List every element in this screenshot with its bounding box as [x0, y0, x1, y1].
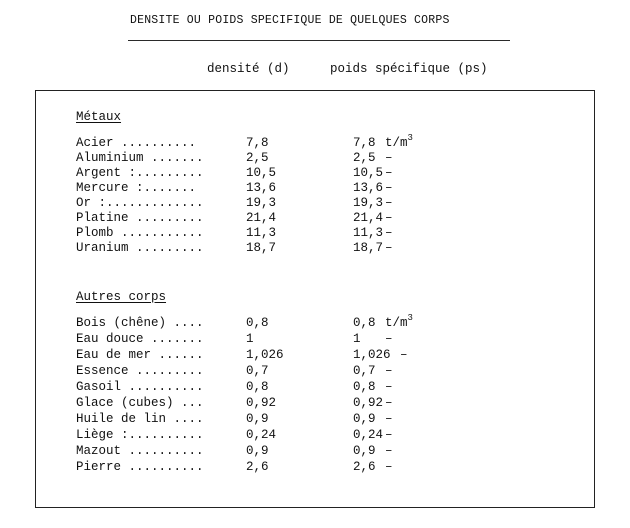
page-title: DENSITE OU POIDS SPECIFIQUE DE QUELQUES CORPS — [130, 14, 450, 27]
specific-weight-value: 0,8 — [353, 380, 376, 394]
density-value: 11,3 — [246, 226, 277, 240]
unit-label: – — [385, 166, 393, 180]
unit-label: – — [385, 181, 393, 195]
density-value: 2,6 — [246, 460, 269, 474]
density-value: 1,026 — [246, 348, 284, 362]
substance-name: Mazout .......... — [76, 444, 204, 458]
specific-weight-value: 10,5 — [353, 166, 384, 180]
specific-weight-value: 11,3 — [353, 226, 384, 240]
unit-label: – — [385, 196, 393, 210]
unit-label: – — [400, 348, 408, 362]
specific-weight-value: 13,6 — [353, 181, 384, 195]
unit-label: $t/m^3$ — [385, 313, 413, 330]
specific-weight-value: 0,92 — [353, 396, 384, 410]
density-value: 0,9 — [246, 444, 269, 458]
substance-name: Liège :.......... — [76, 428, 204, 442]
specific-weight-value: 0,9 — [353, 412, 376, 426]
density-value: 10,5 — [246, 166, 277, 180]
density-column-header: densité (d) — [207, 62, 290, 76]
substance-name: Pierre .......... — [76, 460, 204, 474]
unit-label: – — [385, 226, 393, 240]
specific-weight-value: 0,8 — [353, 316, 376, 330]
substance-name: Uranium ......... — [76, 241, 204, 255]
density-value: 2,5 — [246, 151, 269, 165]
specific-weight-column-header: poids spécifique (ps) — [330, 62, 488, 76]
title-underline — [128, 40, 510, 41]
density-value: 13,6 — [246, 181, 277, 195]
density-value: 0,8 — [246, 316, 269, 330]
specific-weight-value: 2,5 — [353, 151, 376, 165]
substance-name: Mercure :....... — [76, 181, 197, 195]
substance-name: Plomb ........... — [76, 226, 204, 240]
substance-name: Gasoil .......... — [76, 380, 204, 394]
unit-label: – — [385, 428, 393, 442]
density-value: 18,7 — [246, 241, 277, 255]
specific-weight-value: 1,026 — [353, 348, 391, 362]
specific-weight-value: 0,7 — [353, 364, 376, 378]
specific-weight-value: 18,7 — [353, 241, 384, 255]
density-value: 0,92 — [246, 396, 277, 410]
section-title-autres-corps: Autres corps — [76, 290, 167, 304]
unit-label: – — [385, 211, 393, 225]
specific-weight-value: 0,9 — [353, 444, 376, 458]
unit-label: – — [385, 412, 393, 426]
unit-label: – — [385, 460, 393, 474]
density-value: 0,24 — [246, 428, 277, 442]
substance-name: Or :............. — [76, 196, 204, 210]
density-value: 21,4 — [246, 211, 277, 225]
density-value: 7,8 — [246, 136, 269, 150]
unit-label: – — [385, 444, 393, 458]
specific-weight-value: 7,8 — [353, 136, 376, 150]
unit-label: $t/m^3$ — [385, 133, 413, 150]
specific-weight-value: 1 — [353, 332, 361, 346]
unit-label: – — [385, 364, 393, 378]
density-value: 19,3 — [246, 196, 277, 210]
substance-name: Platine ......... — [76, 211, 204, 225]
unit-label: – — [385, 396, 393, 410]
unit-label: – — [385, 332, 393, 346]
substance-name: Glace (cubes) ... — [76, 396, 204, 410]
substance-name: Eau de mer ...... — [76, 348, 204, 362]
specific-weight-value: 2,6 — [353, 460, 376, 474]
unit-exponent: 3 — [407, 133, 413, 143]
specific-weight-value: 21,4 — [353, 211, 384, 225]
unit-label: – — [385, 151, 393, 165]
substance-name: Acier .......... — [76, 136, 197, 150]
substance-name: Huile de lin .... — [76, 412, 204, 426]
substance-name: Eau douce ....... — [76, 332, 204, 346]
density-value: 1 — [246, 332, 254, 346]
substance-name: Aluminium ....... — [76, 151, 204, 165]
substance-name: Essence ......... — [76, 364, 204, 378]
specific-weight-value: 19,3 — [353, 196, 384, 210]
unit-exponent: 3 — [407, 313, 413, 323]
substance-name: Bois (chêne) .... — [76, 316, 204, 330]
density-value: 0,8 — [246, 380, 269, 394]
unit-label: – — [385, 380, 393, 394]
specific-weight-value: 0,24 — [353, 428, 384, 442]
unit-label: – — [385, 241, 393, 255]
density-value: 0,7 — [246, 364, 269, 378]
density-value: 0,9 — [246, 412, 269, 426]
substance-name: Argent :......... — [76, 166, 204, 180]
section-title-metaux: Métaux — [76, 110, 122, 124]
